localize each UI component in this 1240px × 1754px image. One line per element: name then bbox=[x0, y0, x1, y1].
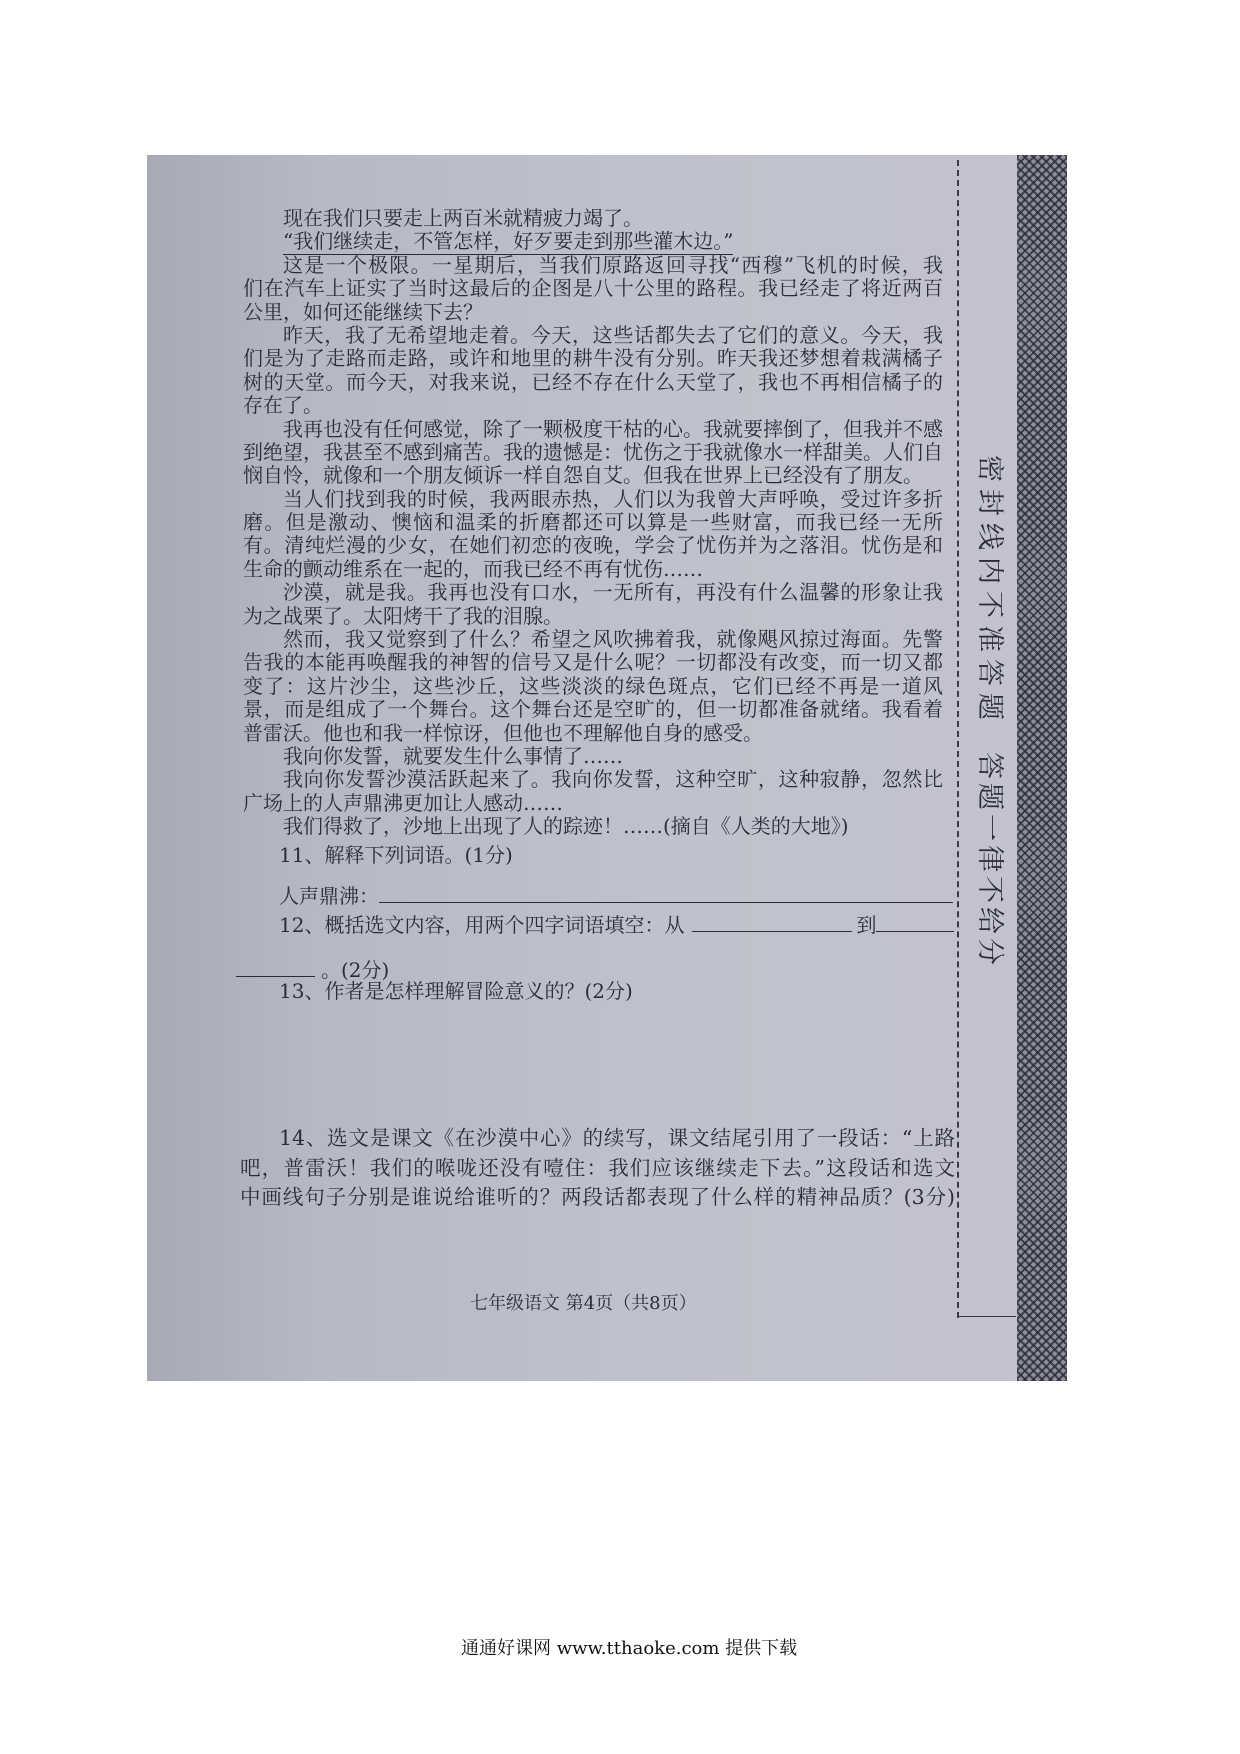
sealing-line-end bbox=[958, 1316, 1016, 1317]
question-12-blank-to[interactable] bbox=[876, 911, 954, 932]
question-13-prompt: 13、作者是怎样理解冒险意义的？(2分) bbox=[279, 979, 633, 1003]
source-footer: 通通好课网 www.tthaoke.com 提供下载 bbox=[461, 1638, 798, 1659]
passage-line: 为之战栗了。太阳烤干了我的泪腺。 bbox=[243, 603, 563, 628]
underlined-sentence: “我们继续走，不管怎样，好歹要走到那些灌木边。” bbox=[283, 229, 734, 254]
passage-line: 广场上的人声鼎沸更加让人感动…… bbox=[243, 790, 563, 815]
passage-line: 存在了。 bbox=[243, 393, 323, 418]
sealing-notice-no-answer: 密封线内不准答题 bbox=[974, 455, 1005, 727]
question-12-score: 。(2分) bbox=[321, 958, 390, 982]
question-11-term: 人声鼎沸： bbox=[279, 884, 379, 908]
passage-line: 们在汽车上证实了当时这最后的企图是八十公里的路程。我已经走了将近两百 bbox=[243, 276, 943, 301]
passage-line: 我向你发誓沙漠活跃起来了。我向你发誓，这种空旷，这种寂静，忽然比 bbox=[283, 767, 943, 792]
hatched-binding-strip bbox=[1017, 155, 1067, 1381]
passage-line: 树的天堂。而今天，对我来说，已经不存在什么天堂了，我也不再相信橘子的 bbox=[243, 369, 943, 394]
question-12-blank-to-cont[interactable] bbox=[236, 956, 315, 977]
passage-line: 悯自怜，就像和一个朋友倾诉一样自怨自艾。但我在世界上已经没有了朋友。 bbox=[243, 463, 923, 488]
question-14-line: 中画线句子分别是谁说给谁听的？两段话都表现了什么样的精神品质？(3分) bbox=[240, 1185, 955, 1209]
passage-line: 有。清纯烂漫的少女，在她们初恋的夜晚，学会了忧伤并为之落泪。忧伤是和 bbox=[243, 533, 943, 558]
passage-line: 当人们找到我的时候，我两眼赤热，人们以为我曾大声呼唤，受过许多折 bbox=[283, 486, 943, 511]
passage-line: 到绝望，我甚至不感到痛苦。我的遗憾是：忧伤之于我就像水一样甜美。人们自 bbox=[243, 439, 943, 464]
passage-line: 昨天，我了无希望地走着。今天，这些话都失去了它们的意义。今天，我 bbox=[283, 322, 943, 347]
passage-line: 我们得救了，沙地上出现了人的踪迹！……(摘自《人类的大地》) bbox=[283, 814, 849, 839]
passage-line: 磨。但是激动、懊恼和温柔的折磨都还可以算是一些财富，而我已经一无所 bbox=[243, 510, 943, 535]
passage-line: 公里，如何还能继续下去？ bbox=[243, 299, 483, 324]
passage-line: 变了：这片沙尘，这些沙丘，这些淡淡的绿色斑点，它们已经不再是一道风 bbox=[243, 673, 943, 698]
question-12-prompt: 12、概括选文内容，用两个四字词语填空：从 bbox=[279, 913, 685, 937]
exam-page-footer: 七年级语文 第4页（共8页） bbox=[470, 1293, 697, 1314]
reading-passage bbox=[243, 207, 943, 839]
sealing-dashed-line bbox=[957, 160, 959, 1318]
passage-line: 普雷沃。他也和我一样惊讶，但他也不理解他自身的感受。 bbox=[243, 720, 763, 745]
question-14-line: 吧，普雷沃！我们的喉咙还没有噎住：我们应该继续走下去。”这段话和选文 bbox=[240, 1155, 955, 1180]
passage-line: 们是为了走路而走路，或许和地里的耕牛没有分别。昨天我还梦想着栽满橘子 bbox=[243, 346, 943, 371]
passage-line: 生命的颤动维系在一起的，而我已经不再有忧伤…… bbox=[243, 556, 703, 581]
passage-line: 然而，我又觉察到了什么？希望之风吹拂着我，就像飓风掠过海面。先警 bbox=[283, 627, 943, 652]
passage-line: 我向你发誓，就要发生什么事情了…… bbox=[283, 743, 623, 768]
passage-line: 我再也没有任何感觉，除了一颗极度干枯的心。我就要摔倒了，但我并不感 bbox=[283, 416, 943, 441]
passage-line: 告我的本能再唤醒我的神智的信号又是什么呢？一切都没有改变，而一切又都 bbox=[243, 650, 943, 675]
sealing-notice-no-score: 答题一律不给分 bbox=[974, 752, 1005, 969]
passage-line: 沙漠，就是我。我再也没有口水，一无所有，再没有什么温馨的形象让我 bbox=[283, 580, 943, 605]
question-14 bbox=[240, 1124, 955, 1213]
passage-line: 这是一个极限。一星期后，当我们原路返回寻找“西穆”飞机的时候，我 bbox=[283, 252, 943, 277]
question-11-answer-blank[interactable] bbox=[379, 882, 953, 903]
question-11-answer-row bbox=[279, 882, 953, 909]
question-14-line: 14、选文是课文《在沙漠中心》的续写，课文结尾引用了一段话：“上路 bbox=[279, 1126, 955, 1150]
question-12-connector: 到 bbox=[856, 913, 877, 937]
question-11-prompt: 11、解释下列词语。(1分) bbox=[279, 843, 513, 867]
passage-line bbox=[243, 230, 943, 253]
passage-line: 现在我们只要走上两百米就精疲力竭了。 bbox=[283, 206, 643, 230]
question-12-row bbox=[279, 911, 954, 938]
passage-line: 景，而是组成了一个舞台。这个舞台还是空旷的，但一切都准备就绪。我看着 bbox=[243, 697, 943, 722]
question-12-blank-from[interactable] bbox=[692, 911, 852, 932]
